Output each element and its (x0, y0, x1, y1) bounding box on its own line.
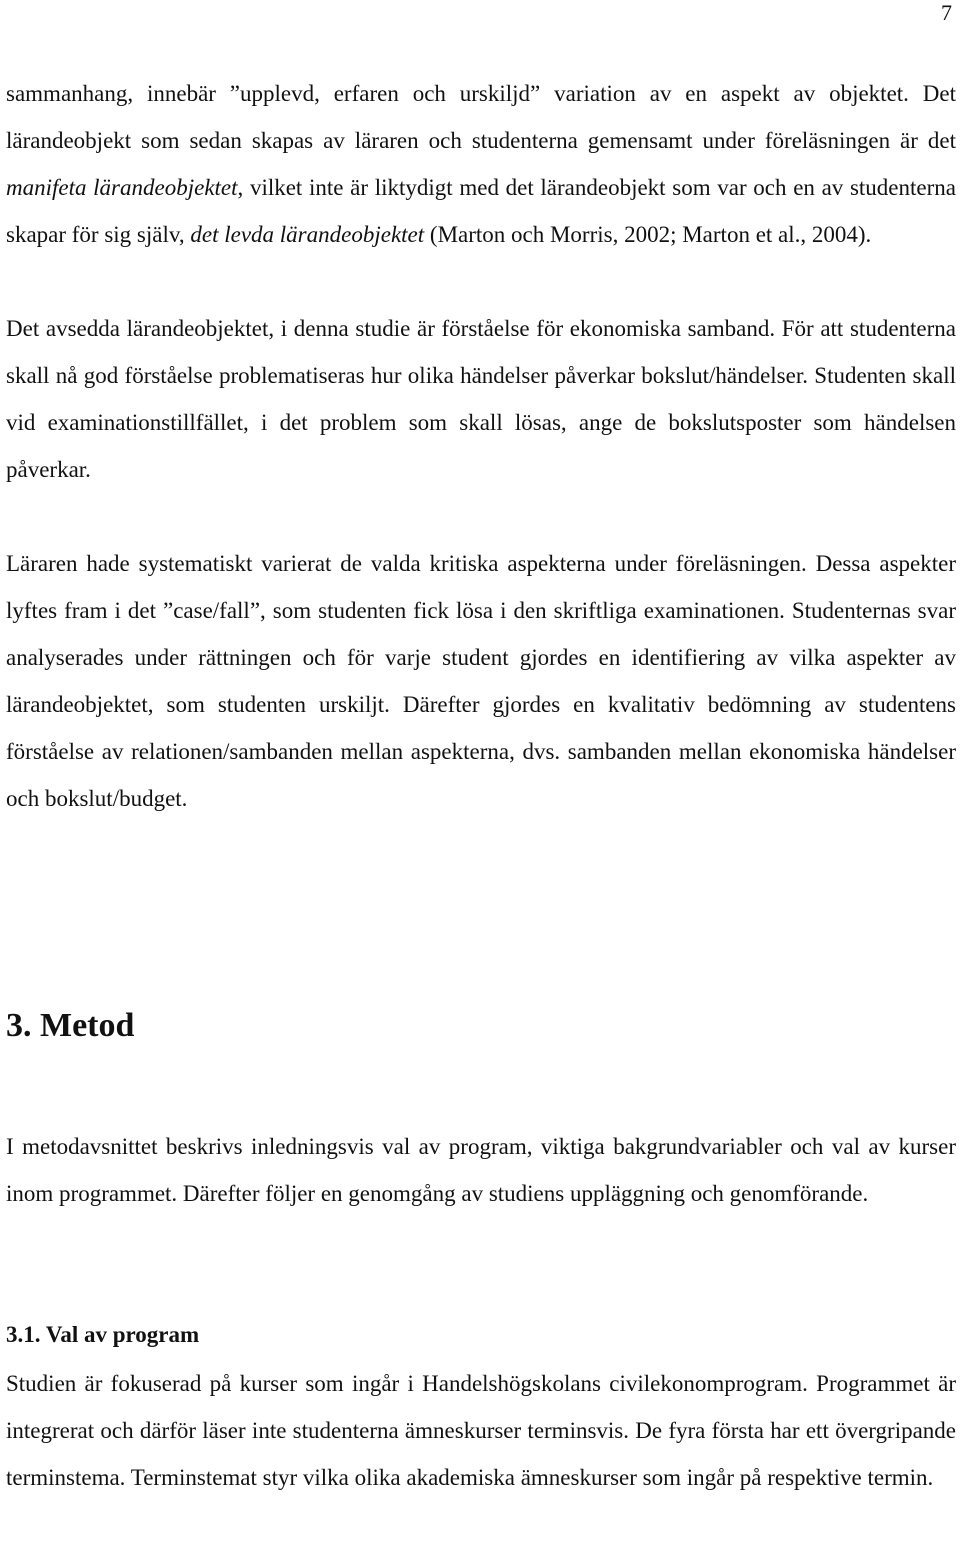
italic-term-manifest: manifeta lärandeobjektet (6, 175, 238, 200)
italic-term-lived: det levda lärandeobjektet (190, 222, 425, 247)
paragraph-text: (Marton och Morris, 2002; Marton et al., 2004). (424, 222, 872, 247)
paragraph-text: , vilket inte är liktydigt med det lärandeobjekt som var och en av studenterna skapar för sig själv, (6, 175, 956, 247)
paragraph-learning-object (6, 70, 956, 258)
paragraph-teacher-variation: Läraren hade systematiskt varierat de valda kritiska aspekterna under föreläsningen. Dessa aspekter lyftes fram i det ”case/fall”, som studenten fick lösa i den skriftliga examinationen. Studenternas svar analyserades under rättningen och för varje student gjordes en identifiering av vilka aspekter av lärandeobjektet, som studenten urskiljt. Därefter gjordes en kvalitativ bedömning av studentens förståelse av relationen/sambanden mellan aspekterna, dvs. sambanden mellan ekonomiska händelser och bokslut/budget. (6, 551, 956, 811)
page-number: 7 (941, 0, 952, 25)
subsection-heading-val-av-program: 3.1. Val av program (6, 1322, 200, 1347)
section-heading-metod: 3. Metod (6, 1007, 135, 1044)
paragraph-method-intro: I metodavsnittet beskrivs inledningsvis val av program, viktiga bakgrundvariabler och val av kurser inom programmet. Därefter följer en genomgång av studiens uppläggning och genomförande. (6, 1134, 956, 1206)
paragraph-program-choice: Studien är fokuserad på kurser som ingår i Handelshögskolans civilekonomprogram. Programmet är integrerat och därför läser inte studenterna ämneskurser terminsvis. De fyra första har ett övergripande terminstema. Terminstemat styr vilka olika akademiska ämneskurser som ingår på respektive termin. (6, 1371, 956, 1490)
document-body (6, 70, 956, 1490)
paragraph-intended-object: Det avsedda lärandeobjektet, i denna studie är förståelse för ekonomiska samband. För att studenterna skall nå god förståelse problematiseras hur olika händelser påverkar bokslut/händelser. Studenten skall vid examinationstillfället, i det problem som skall lösas, ange de bokslutsposter som händelsen påverkar. (6, 316, 956, 482)
paragraph-text: sammanhang, innebär ”upplevd, erfaren och urskiljd” variation av en aspekt av objektet. Det lärandeobjekt som sedan skapas av läraren och studenterna gemensamt under föreläsningen är det (6, 81, 956, 153)
